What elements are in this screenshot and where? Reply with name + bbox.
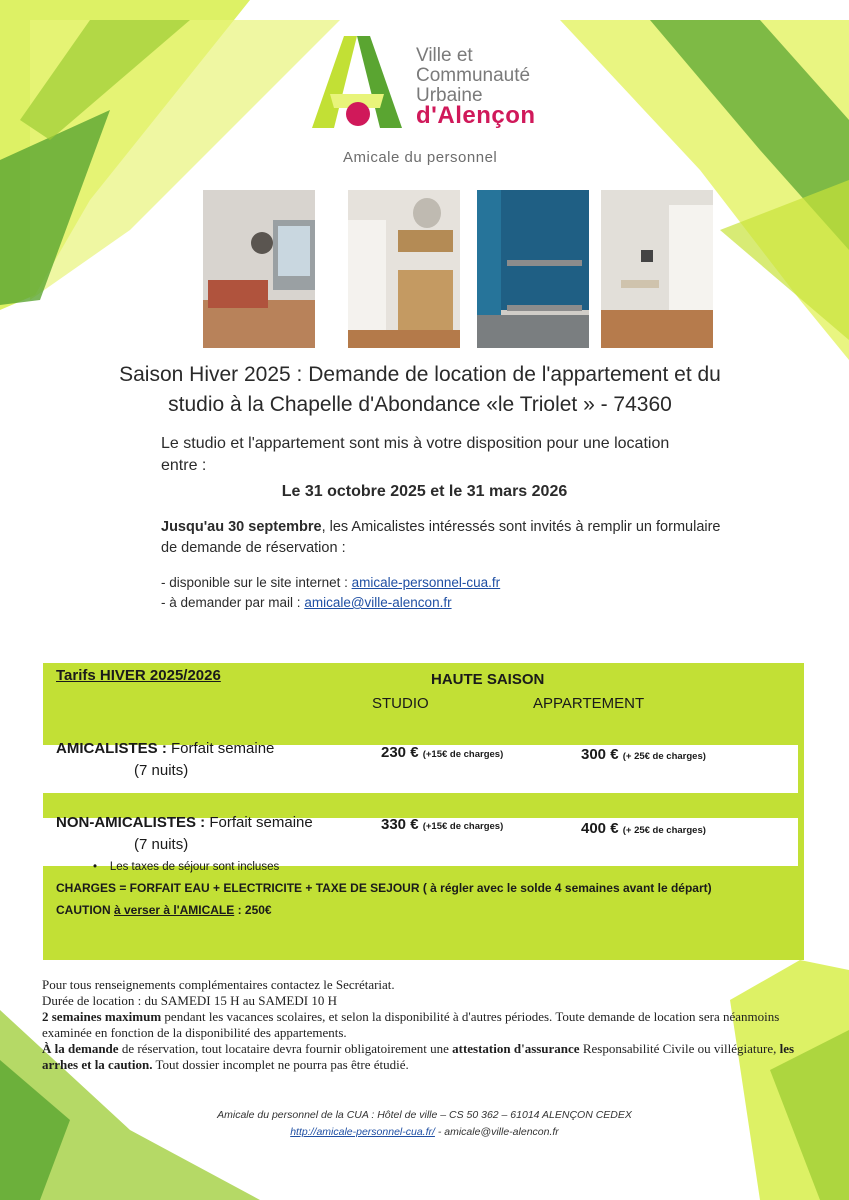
logo-wordmark (416, 45, 536, 129)
title-line1: Saison Hiver 2025 : Demande de location de l'appartement et du (119, 363, 721, 386)
photo-living-room (203, 190, 315, 348)
deadline-rest: , les Amicalistes intéressés sont invités à remplir un formulaire de demande de réservation : (161, 519, 721, 556)
main-title (40, 360, 800, 420)
address-line: Amicale du personnel de la CUA : Hôtel de ville – CS 50 362 – 61014 ALENÇON CEDEX (217, 1109, 632, 1121)
row1-rest: Forfait semaine (166, 740, 275, 757)
footer-line2: Durée de location : du SAMEDI 15 H au SAMEDI 10 H (42, 993, 337, 1008)
tax-bullet: • Les taxes de séjour sont incluses (93, 861, 280, 873)
row2-studio-charges: (+15€ de charges) (422, 821, 504, 832)
row-amicalistes-label (56, 738, 274, 782)
row2-nights: (7 nuits) (134, 836, 189, 853)
deadline-bold: Jusqu'au 30 septembre (161, 519, 322, 535)
column-studio: STUDIO (372, 695, 429, 712)
footer-info (42, 977, 822, 1073)
footer-para3: 2 semaines maximum pendant les vacances scolaires, et selon la disponibilité à d'autres périodes. Toute demande de location sera néanmoins examinée en fonction de la disponibilité des appartements. (42, 1009, 780, 1040)
mail-link[interactable]: amicale@ville-alencon.fr (304, 595, 452, 610)
caution-underlined: à verser à l'AMICALE (114, 903, 235, 917)
row1-appart-charges: (+ 25€ de charges) (622, 751, 706, 762)
logo-icon (312, 36, 402, 128)
header-subtitle: Amicale du personnel (343, 149, 498, 166)
site-link[interactable]: amicale-personnel-cua.fr (351, 575, 501, 590)
photo-dining (601, 190, 713, 348)
season-heading: HAUTE SAISON (431, 671, 545, 688)
row-non-amicalistes-label (56, 812, 313, 856)
column-appartement: APPARTEMENT (533, 695, 645, 712)
row2-bold: NON-AMICALISTES : (56, 814, 206, 831)
row1-studio-charges: (+15€ de charges) (422, 749, 504, 760)
intro-text: Le studio et l'appartement sont mis à votre disposition pour une location entre : (161, 435, 670, 474)
caution-value: : 250€ (234, 903, 272, 917)
row2-studio-price: 330 € (+15€ de charges) (381, 816, 504, 833)
caution-text: CAUTION à verser à l'AMICALE : 250€ (56, 903, 272, 917)
row1-appart-price: 300 € (+ 25€ de charges) (581, 746, 706, 763)
mail-prefix: - à demander par mail : (161, 595, 305, 610)
logo-line1: Ville et (416, 45, 473, 66)
footer-site-link[interactable]: http://amicale-personnel-cua.fr/ (290, 1126, 435, 1138)
photo-kitchen (348, 190, 460, 348)
logo-line2: Communauté (416, 65, 531, 86)
footer-para4: À la demande de réservation, tout locataire devra fournir obligatoirement une attestation d'assurance Responsabilité Civile ou villégiature, les arrhes et la caution. Tout dossier incomplet ne pourra pas être étudié. (42, 1041, 795, 1072)
title-line2: studio à la Chapelle d'Abondance «le Triolet » - 74360 (168, 393, 672, 416)
availability-list (161, 573, 500, 613)
row2-rest: Forfait semaine (205, 814, 313, 831)
footer-address (0, 1107, 849, 1141)
photo-bedroom (477, 190, 589, 348)
footer-mail: - amicale@ville-alencon.fr (434, 1126, 559, 1138)
charges-text: CHARGES = FORFAIT EAU + ELECTRICITE + TAXE DE SEJOUR ( à régler avec le solde 4 semaines avant le départ) (56, 881, 712, 895)
row2-appart-price: 400 € (+ 25€ de charges) (581, 820, 706, 837)
row1-bold: AMICALISTES : (56, 740, 167, 757)
footer-line1: Pour tous renseignements complémentaires contactez le Secrétariat. (42, 977, 395, 992)
deadline-text (161, 517, 721, 559)
logo-brand: d'Alençon (416, 102, 536, 129)
tarifs-heading: Tarifs HIVER 2025/2026 (56, 667, 221, 684)
logo-line3: Urbaine (416, 85, 483, 106)
row2-appart-charges: (+ 25€ de charges) (622, 825, 706, 836)
site-prefix: - disponible sur le site internet : (161, 575, 352, 590)
rental-dates: Le 31 octobre 2025 et le 31 mars 2026 (281, 483, 568, 500)
tarifs-panel (43, 663, 804, 960)
row1-nights: (7 nuits) (134, 762, 189, 779)
row1-studio-price: 230 € (+15€ de charges) (381, 744, 504, 761)
